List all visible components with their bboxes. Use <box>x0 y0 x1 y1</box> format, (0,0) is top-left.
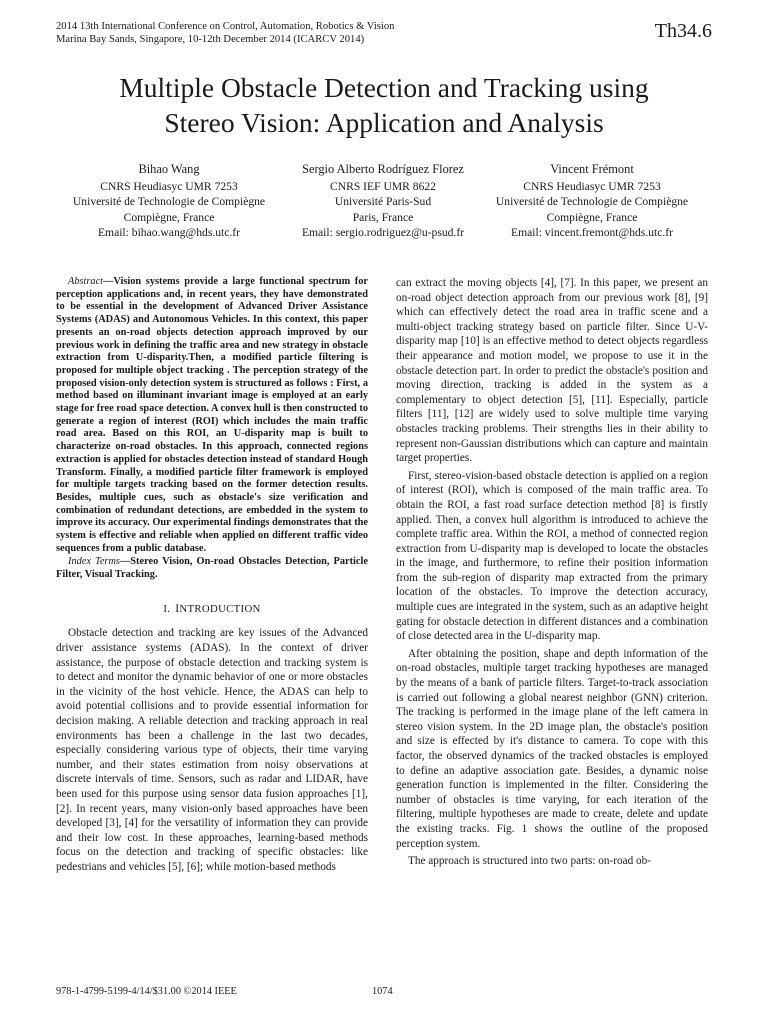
author-block-1 <box>54 162 284 241</box>
author-location: Compiègne, France <box>546 210 638 224</box>
footer-isbn: 978-1-4799-5199-4/14/$31.00 ©2014 IEEE <box>56 986 237 997</box>
index-terms-text: —Stereo Vision, On-road Obstacles Detection, Particle Filter, Visual Tracking. <box>56 556 368 581</box>
abstract-label: Abstract <box>68 276 104 287</box>
paper-title <box>40 70 728 140</box>
author-affiliation: CNRS Heudiasyc UMR 7253 <box>100 179 238 193</box>
section-number: I. <box>163 602 171 615</box>
body-paragraph-2: First, stereo-vision-based obstacle detection is applied on a region of interest (ROI), which is composed of the main traffic area. To obtain the ROI, a fast road surface detection method [8] is firstly applied. Then, a convex hull algorithm is introduced to achieve the complete traffic area. Within the ROI, a method of connected region extraction from U-disparity map is developed to locate the obstacles in the image, and furthermore, to refine their position information from the sub-region of disparity map extracted from the primary location of the obstacles. To improve the detection accuracy, multiple cues are integrated in the system, such as an adaptive height gating for obstacle detection in different distances and a combination of close detected area in the U-disparity map. <box>396 469 708 643</box>
author-institution: Université de Technologie de Compiègne <box>72 195 266 209</box>
abstract-text: —Vision systems provide a large functional spectrum for perception applications and, in recent years, they have demonstrated to be essential in the development of Advanced Driver Assistance Systems (ADAS) and Autonomous Vehicles. In this context, this paper presents an on-road objects detection approach improved by our previous work in defining the traffic area and new strategy in obstacle extraction from U-disparity.Then, a modified particle filtering is proposed for multiple object tracking . The perception strategy of the proposed vision-only detection system is structured as follows : First, a method based on illuminant invariant image is employed at an early stage for free road space detection. A convex hull is then constructed to generate a region of interest (ROI) which includes the main traffic road area. Based on this ROI, an U-disparity map is built to characterize on-road obstacles. In this approach, connected regions extraction is applied for obstacles detection instead of standard Hough Transform. Finally, a modified particle filter framework is employed for multiple targets tracking based on the former detection results. Besides, multiple cues, such as obstacle's size verification and combination of redundant detections, are embedded in the system to improve its accuracy. Our experimental findings demonstrates that the system is effective and reliable when applied on different traffic video sequences from a public database. <box>56 276 368 554</box>
body-paragraph-4: The approach is structured into two parts: on-road ob- <box>408 855 652 868</box>
paper-code: Th34.6 <box>654 20 712 42</box>
abstract <box>56 276 368 555</box>
section-heading <box>56 602 368 617</box>
right-column <box>396 276 708 872</box>
author-institution: Université de Technologie de Compiègne <box>495 195 689 209</box>
author-block-2 <box>268 162 498 241</box>
index-terms <box>56 556 368 581</box>
author-email: Email: bihao.wang@hds.utc.fr <box>97 226 241 240</box>
author-email: Email: sergio.rodriguez@u-psud.fr <box>301 226 465 240</box>
body-paragraph-1: can extract the moving objects [4], [7]. In this paper, we present an on-road object detection approach from our previous work [8], [9] which can effectively detect the road area in traffic scene and a multi-object tracking strategy based on particle filter. Since U-V-disparity map [10] is an effective method to detect objects regardless their appearance and motion model, we propose to use it in the obstacle detection part. In order to predict the obstacle's position and moving direction, tracking is added in the system as a complementary to object detection [5], [11]. Especially, particle filters [11], [12] are widely used to solve multiple time varying obstacles tracking problems. Their strengths lies in their ability to represent non-Gaussian distributions which can capture and maintain target properties. <box>396 277 708 465</box>
author-name: Sergio Alberto Rodríguez Florez <box>302 162 464 176</box>
index-terms-label: Index Terms <box>68 556 120 568</box>
body-paragraph-3: After obtaining the position, shape and depth information of the on-road obstacles, multiple target tracking hypotheses are managed by the means of a bank of particle filters. Target-to-track association is carried out following a global nearest neighbor (GNN) criterion. The tracking is performed in the image plane of the left camera in stereo vision system. In the 2D image plan, the obstacle's position and size is effected by it's distance to camera. To cope with this factor, the observed dynamics of the tracked obstacles is employed to define an adaptive association gate. Besides, a dynamic noise generation function is implemented in the filter. Considering the number of obstacles is time varying, for each iteration of the filtering, multiple hypotheses are made to create, delete and update the existing tracks. Fig. 1 shows the outline of the proposed perception system. <box>396 647 708 850</box>
author-location: Paris, France <box>352 210 414 224</box>
conference-line-2: Marina Bay Sands, Singapore, 10-12th December 2014 (ICARCV 2014) <box>56 34 365 45</box>
page-number: 1074 <box>372 986 393 997</box>
author-name: Vincent Frémont <box>550 162 634 176</box>
author-name: Bihao Wang <box>138 162 200 176</box>
left-column <box>56 276 368 875</box>
author-location: Compiègne, France <box>123 210 215 224</box>
section-title: INTRODUCTION <box>175 602 261 615</box>
intro-paragraph: Obstacle detection and tracking are key issues of the Advanced driver assistance systems (ADAS). In the context of driver assistance, the purpose of obstacle detection and tracking system is to detect and monitor the dynamic behavior of one or more obstacles in the vicinity of the host vehicle. Hence, the ADAS can help to avoid potential collisions and to provide essential information for decision making. A reliable detection and tracking approach in real environments has been a challenge in the last two decades, especially considering various type of objects, their time varying number, and their states estimation from noisy observations at discrete intervals of time. Sensors, such as radar and LIDAR, have been used for this purpose using sensor data fusion approaches [1], [2]. In recent years, many vision-only based approaches have been developed [3], [4] for the versatility of information they can provide and their low cost. In these approaches, learning-based methods focus on the detection and tracking of specific obstacles: like pedestrians and vehicles [5], [6]; while motion-based methods <box>56 627 368 873</box>
author-affiliation: CNRS IEF UMR 8622 <box>330 179 436 193</box>
title-line-2: Stereo Vision: Application and Analysis <box>164 107 604 138</box>
author-email: Email: vincent.fremont@hds.utc.fr <box>511 226 673 240</box>
author-affiliation: CNRS Heudiasyc UMR 7253 <box>523 179 661 193</box>
title-line-1: Multiple Obstacle Detection and Tracking using <box>119 72 649 103</box>
author-block-3 <box>477 162 707 241</box>
author-institution: Université Paris-Sud <box>334 195 432 209</box>
conference-info <box>56 20 394 46</box>
conference-line-1: 2014 13th International Conference on Control, Automation, Robotics & Vision <box>56 21 395 32</box>
